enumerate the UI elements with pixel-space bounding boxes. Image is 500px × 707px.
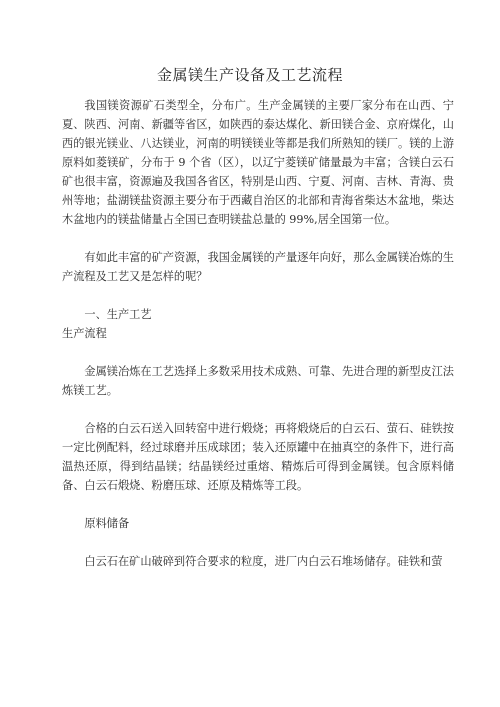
question-paragraph: 有如此丰富的矿产资源，我国金属镁的产量逐年向好，那么金属镁冶炼的生产流程及工艺又是怎样的呢？ — [62, 251, 454, 283]
document-body — [62, 96, 454, 590]
storage-heading: 原料储备 — [84, 517, 130, 530]
process-paragraph-2: 合格的白云石送入回转窑中进行煅烧；再将煅烧后的白云石、萤石、硅铁按一定比例配料，经过球磨并压成球团；装入还原罐中在抽真空的条件下，进行高温热还原，得到结晶镁；结晶镁经过重熔、精炼后可得到金属镁。包含原料储备、白云石煅烧、粉磨压球、还原及精炼等工段。 — [62, 422, 454, 492]
storage-paragraph: 白云石在矿山破碎到符合要求的粒度，进厂内白云石堆场储存。硅铁和萤 — [84, 555, 443, 568]
section-heading: 一、生产工艺 — [84, 308, 152, 321]
process-paragraph-1: 金属镁冶炼在工艺选择上多数采用技术成熟、可靠、先进合理的新型皮江法炼镁工艺。 — [62, 365, 454, 397]
subsection-heading: 生产流程 — [62, 327, 107, 340]
document-title: 金属镁生产设备及工艺流程 — [156, 66, 343, 84]
intro-paragraph: 我国镁资源矿石类型全，分布广。生产金属镁的主要厂家分布在山西、宁夏、陕西、河南、新疆等省区，如陕西的泰达煤化、新田镁合金、京府煤化，山西的银光镁业、八达镁业，河南的明镁镁业等都是我们所熟知的镁厂。镁的上游原料如菱镁矿，分布于 9 个省（区），以辽宁菱镁矿储量最为丰富；含镁白云石矿也很丰富，资源遍及我国各省区，特别是山西、宁夏、河南、吉林、青海、贵州等地；盐湖镁盐资源主要分布于西藏自治区的北部和青海省柴达木盆地，柴达木盆地内的镁盐储量占全国已查明镁盐总量的 99%,居全国第一位。 — [62, 99, 454, 226]
